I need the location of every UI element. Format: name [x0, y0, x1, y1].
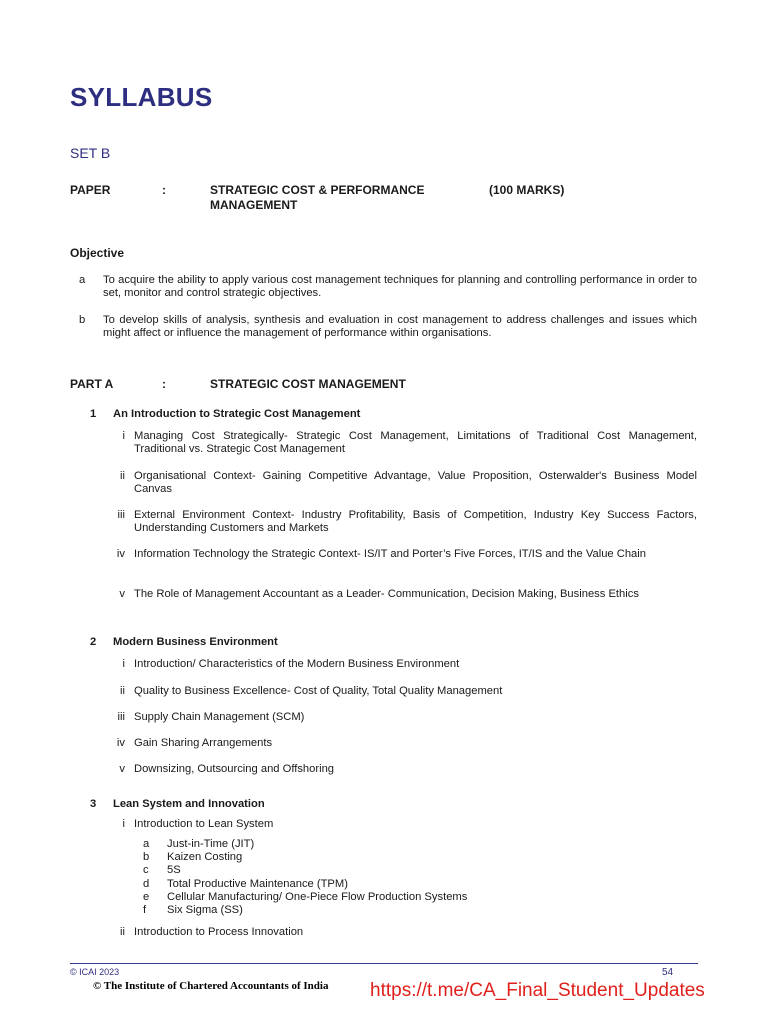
telegram-link[interactable]: https://t.me/CA_Final_Student_Updates — [370, 980, 705, 1001]
item-number: i — [122, 658, 125, 670]
page-title: SYLLABUS — [70, 82, 213, 112]
section-title: Lean System and Innovation — [113, 798, 265, 810]
list-item: Downsizing, Outsourcing and Offshoring — [134, 763, 335, 775]
list-item: The Role of Management Accountant as a Leader- Communication, Decision Making, Business Ethics — [134, 588, 639, 600]
subitem: Kaizen Costing — [167, 851, 243, 863]
paper-colon: : — [162, 183, 166, 197]
list-item: External Environment Context- Industry Profitability, Basis of Competition, Industry Key Success Factors, Understanding Customers and Markets — [134, 509, 697, 535]
footer-copyright-small: © ICAI 2023 — [70, 967, 120, 977]
item-number: iii — [117, 509, 125, 521]
section-title: Modern Business Environment — [113, 636, 278, 648]
objective-text: To develop skills of analysis, synthesis and evaluation in cost management to address challenges and issues which might affect or influence the management of performance within organisations. — [103, 314, 697, 340]
list-item: Introduction to Process Innovation — [134, 926, 304, 938]
part-colon: : — [162, 377, 166, 391]
subitem: Six Sigma (SS) — [167, 904, 243, 916]
list-item: Information Technology the Strategic Context- IS/IT and Porter’s Five Forces, IT/IS and the Value Chain — [134, 548, 646, 560]
section-title: An Introduction to Strategic Cost Management — [113, 408, 361, 420]
paper-name-line1: STRATEGIC COST & PERFORMANCE — [210, 183, 425, 197]
paper-name-line2: MANAGEMENT — [210, 198, 298, 212]
list-item: Organisational Context- Gaining Competitive Advantage, Value Proposition, Osterwalder's Business Model Canvas — [134, 470, 697, 496]
objective-marker: b — [79, 314, 86, 326]
part-title: STRATEGIC COST MANAGEMENT — [210, 377, 406, 391]
list-item: Quality to Business Excellence- Cost of Quality, Total Quality Management — [134, 685, 503, 697]
item-number: v — [119, 763, 125, 775]
subitem: 5S — [167, 864, 181, 876]
subitem-letter: c — [143, 864, 149, 876]
paper-label: PAPER — [70, 183, 111, 197]
list-item: Introduction/ Characteristics of the Modern Business Environment — [134, 658, 460, 670]
section-number: 3 — [90, 798, 97, 810]
item-number: ii — [120, 470, 125, 482]
subitem-letter: d — [143, 878, 150, 890]
item-number: i — [122, 430, 125, 442]
footer-copyright: © The Institute of Chartered Accountants of India — [93, 980, 329, 992]
objective-heading: Objective — [70, 246, 125, 260]
subitem-letter: a — [143, 838, 150, 850]
item-number: v — [119, 588, 125, 600]
footer-divider — [70, 963, 698, 964]
paper-marks: (100 MARKS) — [489, 183, 565, 197]
section-number: 1 — [90, 408, 97, 420]
subitem: Total Productive Maintenance (TPM) — [167, 878, 348, 890]
subitem-letter: f — [143, 904, 147, 916]
item-number: iv — [116, 548, 125, 560]
subitem-letter: b — [143, 851, 150, 863]
item-number: ii — [120, 685, 125, 697]
list-item: Supply Chain Management (SCM) — [134, 711, 305, 723]
objective-marker: a — [79, 274, 86, 286]
section-number: 2 — [90, 636, 97, 648]
list-item: Managing Cost Strategically- Strategic Cost Management, Limitations of Traditional Cost Management, Traditional vs. Strategic Cost Management — [134, 430, 697, 456]
objective-text: To acquire the ability to apply various cost management techniques for planning and controlling performance in order to set, monitor and control strategic objectives. — [103, 274, 697, 300]
part-label: PART A — [70, 377, 114, 391]
list-item: Gain Sharing Arrangements — [134, 737, 273, 749]
subitem: Just-in-Time (JIT) — [167, 838, 255, 850]
subitem-letter: e — [143, 891, 150, 903]
item-number: ii — [120, 926, 125, 938]
page-number: 54 — [662, 967, 674, 978]
subitem: Cellular Manufacturing/ One-Piece Flow Production Systems — [167, 891, 468, 903]
item-number: iii — [117, 711, 125, 723]
set-label: SET B — [70, 145, 111, 161]
item-number: i — [122, 818, 125, 830]
list-item: Introduction to Lean System — [134, 818, 274, 830]
item-number: iv — [116, 737, 125, 749]
